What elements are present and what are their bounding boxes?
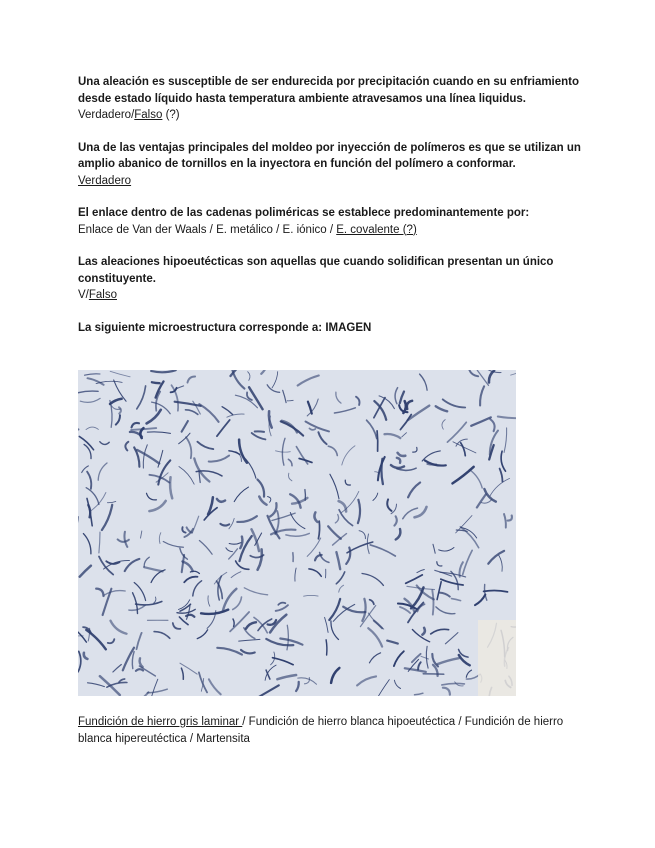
answer-line bbox=[78, 173, 598, 190]
question-block-3 bbox=[78, 205, 598, 238]
question-text: El enlace dentro de las cadenas poliméricas se establece predominantemente por: bbox=[78, 207, 530, 219]
answer-options: / Fundición de hierro blanca hipoeutéctica / Fundición de hierro blanca hipereutéctica / Martensita bbox=[78, 716, 564, 745]
answer-option-selected: Verdadero bbox=[78, 174, 132, 187]
question-text: Las aleaciones hipoeutécticas son aquellas que cuando solidifican presentan un único constituyente. bbox=[78, 256, 554, 285]
answer-option-selected: Falso bbox=[88, 289, 117, 301]
image-answer-line bbox=[78, 714, 598, 748]
question-block-2 bbox=[78, 140, 598, 190]
microstructure-image bbox=[78, 370, 516, 696]
document-body bbox=[78, 74, 598, 352]
question-block-5 bbox=[78, 320, 598, 337]
answer-line bbox=[78, 222, 598, 239]
question-block-1 bbox=[78, 74, 598, 124]
answer-option-selected: E. covalente (?) bbox=[336, 223, 417, 236]
answer-option: Verdadero/ bbox=[78, 109, 135, 121]
answer-option: V/ bbox=[78, 289, 89, 301]
question-text: La siguiente microestructura corresponde a: IMAGEN bbox=[78, 321, 372, 334]
answer-line bbox=[78, 107, 598, 124]
question-text: Una de las ventajas principales del moldeo por inyección de polímeros es que se utilizan un amplio abanico de tornillos en la inyectora en función del polímero a conformar. bbox=[78, 141, 581, 170]
answer-line bbox=[78, 287, 598, 304]
answer-options: Enlace de Van der Waals / E. metálico / E. iónico / bbox=[78, 223, 337, 236]
answer-note: (?) bbox=[162, 109, 180, 121]
answer-option-selected: Falso bbox=[134, 109, 163, 121]
question-text: Una aleación es susceptible de ser endurecida por precipitación cuando en su enfriamiento desde estado líquido hasta temperatura ambiente atravesamos una línea liquidus. bbox=[78, 76, 580, 105]
answer-option-selected: Fundición de hierro gris laminar bbox=[78, 716, 243, 728]
question-block-4 bbox=[78, 254, 598, 304]
microstructure-graphite-flakes bbox=[78, 370, 516, 696]
